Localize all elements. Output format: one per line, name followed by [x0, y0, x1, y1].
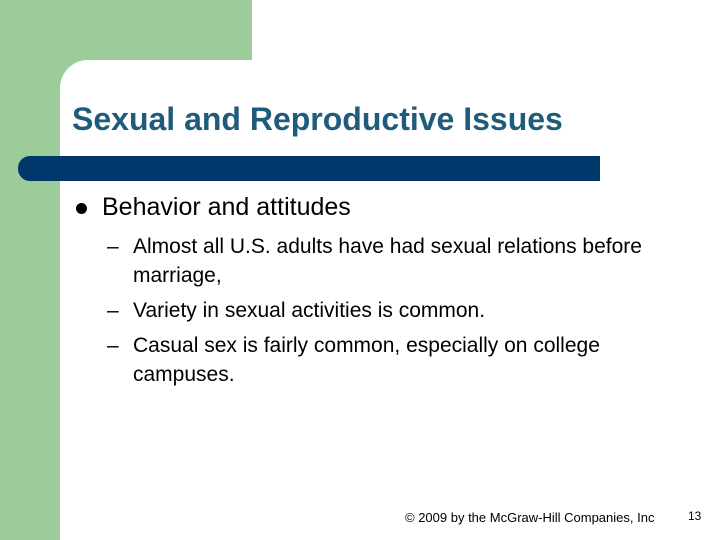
sub-bullet-text: Casual sex is fairly common, especially on college campuses. [133, 334, 600, 386]
dash-icon: – [107, 299, 119, 322]
title-underline-bar [18, 156, 600, 181]
slide-number: 13 [688, 509, 702, 523]
sub-bullet-item [107, 331, 687, 389]
bullet-label: Behavior and attitudes [102, 193, 351, 221]
sub-bullet-text: Variety in sexual activities is common. [133, 299, 486, 322]
dash-icon: – [107, 235, 119, 258]
slide-title: Sexual and Reproductive Issues [72, 101, 563, 137]
dash-icon: – [107, 334, 119, 357]
sub-bullet-list [107, 232, 687, 395]
sub-bullet-item [107, 232, 687, 290]
bullet-dot-icon [76, 203, 87, 214]
copyright-footer: © 2009 by the McGraw-Hill Companies, Inc [405, 510, 655, 525]
sub-bullet-item [107, 296, 687, 325]
sub-bullet-text: Almost all U.S. adults have had sexual relations before marriage, [133, 235, 642, 287]
